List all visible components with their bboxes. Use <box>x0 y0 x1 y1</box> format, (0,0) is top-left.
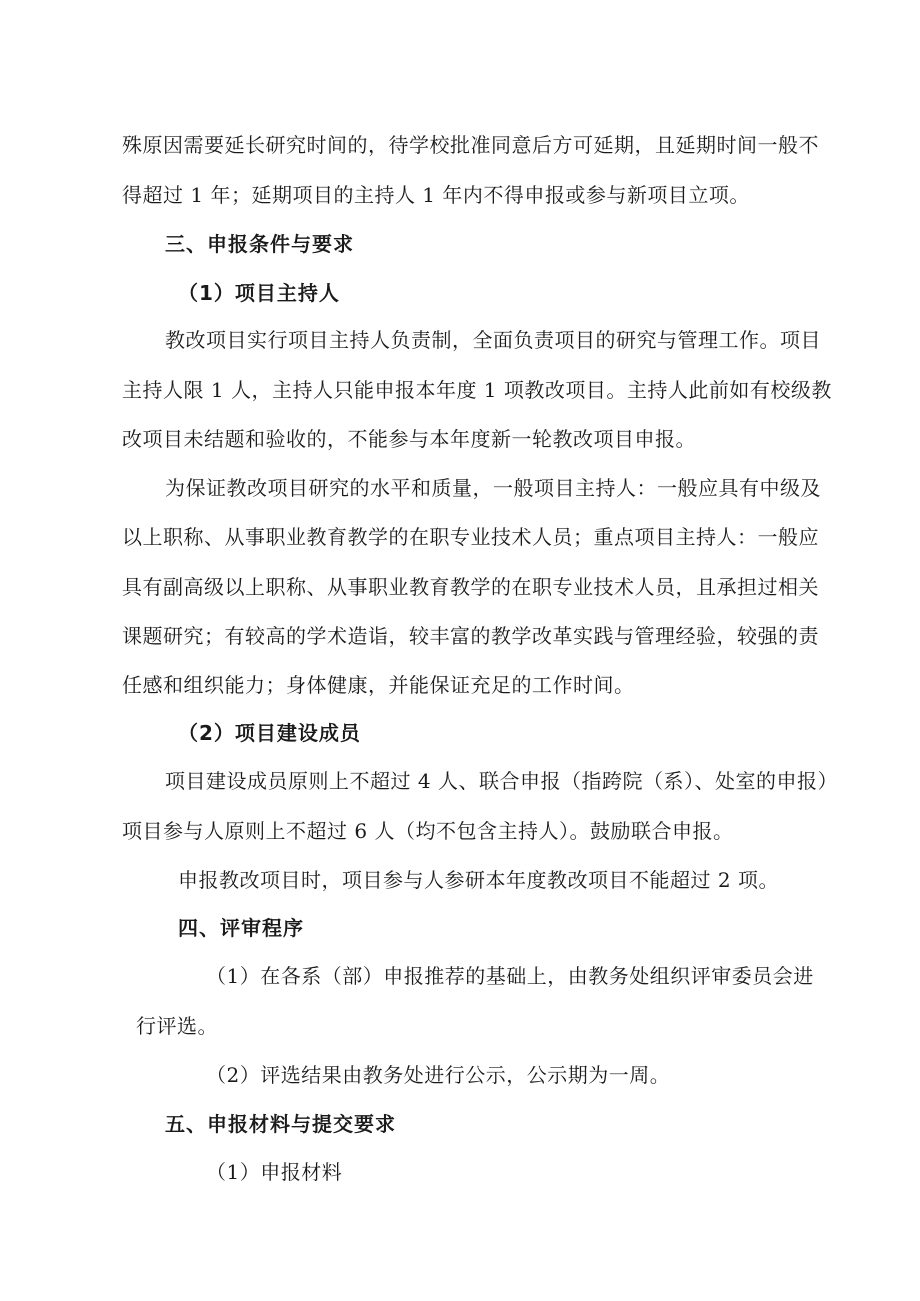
paragraph-line: 为保证教改项目研究的水平和质量，一般项目主持人：一般应具有中级及 <box>165 476 821 500</box>
paragraph-line: （1）在各系（部）申报推荐的基础上，由教务处组织评审委员会进 <box>206 964 814 988</box>
section-heading-5: 五、申报材料与提交要求 <box>165 1112 396 1136</box>
paragraph-line: 项目建设成员原则上不超过 4 人、联合申报（指跨院（系）、处室的申报） <box>165 769 838 793</box>
paragraph-line: 任感和组织能力；身体健康，并能保证充足的工作时间。 <box>122 673 635 697</box>
paragraph-line: （1）申报材料 <box>206 1160 343 1184</box>
subsection-heading: （1）项目主持人 <box>178 281 340 305</box>
paragraph-line: 改项目未结题和验收的，不能参与本年度新一轮教改项目申报。 <box>122 427 696 451</box>
paragraph-line: 主持人限 1 人，主持人只能申报本年度 1 项教改项目。主持人此前如有校级教 <box>122 378 832 402</box>
subsection-heading: （2）项目建设成员 <box>178 721 361 745</box>
paragraph-line: 申报教改项目时，项目参与人参研本年度教改项目不能超过 2 项。 <box>178 868 779 892</box>
section-heading-3: 三、申报条件与要求 <box>165 232 354 256</box>
paragraph-line: 行评选。 <box>136 1014 218 1038</box>
paragraph-line: 殊原因需要延长研究时间的，待学校批准同意后方可延期，且延期时间一般不 <box>122 133 819 157</box>
section-heading-4: 四、评审程序 <box>178 916 304 940</box>
paragraph-line: 项目参与人原则上不超过 6 人（均不包含主持人）。鼓励联合申报。 <box>122 819 734 843</box>
paragraph-line: （2）评选结果由教务处进行公示，公示期为一周。 <box>206 1063 671 1087</box>
paragraph-line: 以上职称、从事职业教育教学的在职专业技术人员；重点项目主持人：一般应 <box>122 525 819 549</box>
paragraph-line: 具有副高级以上职称、从事职业教育教学的在职专业技术人员，且承担过相关 <box>122 575 819 599</box>
paragraph-line: 得超过 1 年；延期项目的主持人 1 年内不得申报或参与新项目立项。 <box>122 183 750 207</box>
paragraph-line: 课题研究；有较高的学术造诣，较丰富的教学改革实践与管理经验，较强的责 <box>122 624 819 648</box>
paragraph-line: 教改项目实行项目主持人负责制，全面负责项目的研究与管理工作。项目 <box>165 328 821 352</box>
